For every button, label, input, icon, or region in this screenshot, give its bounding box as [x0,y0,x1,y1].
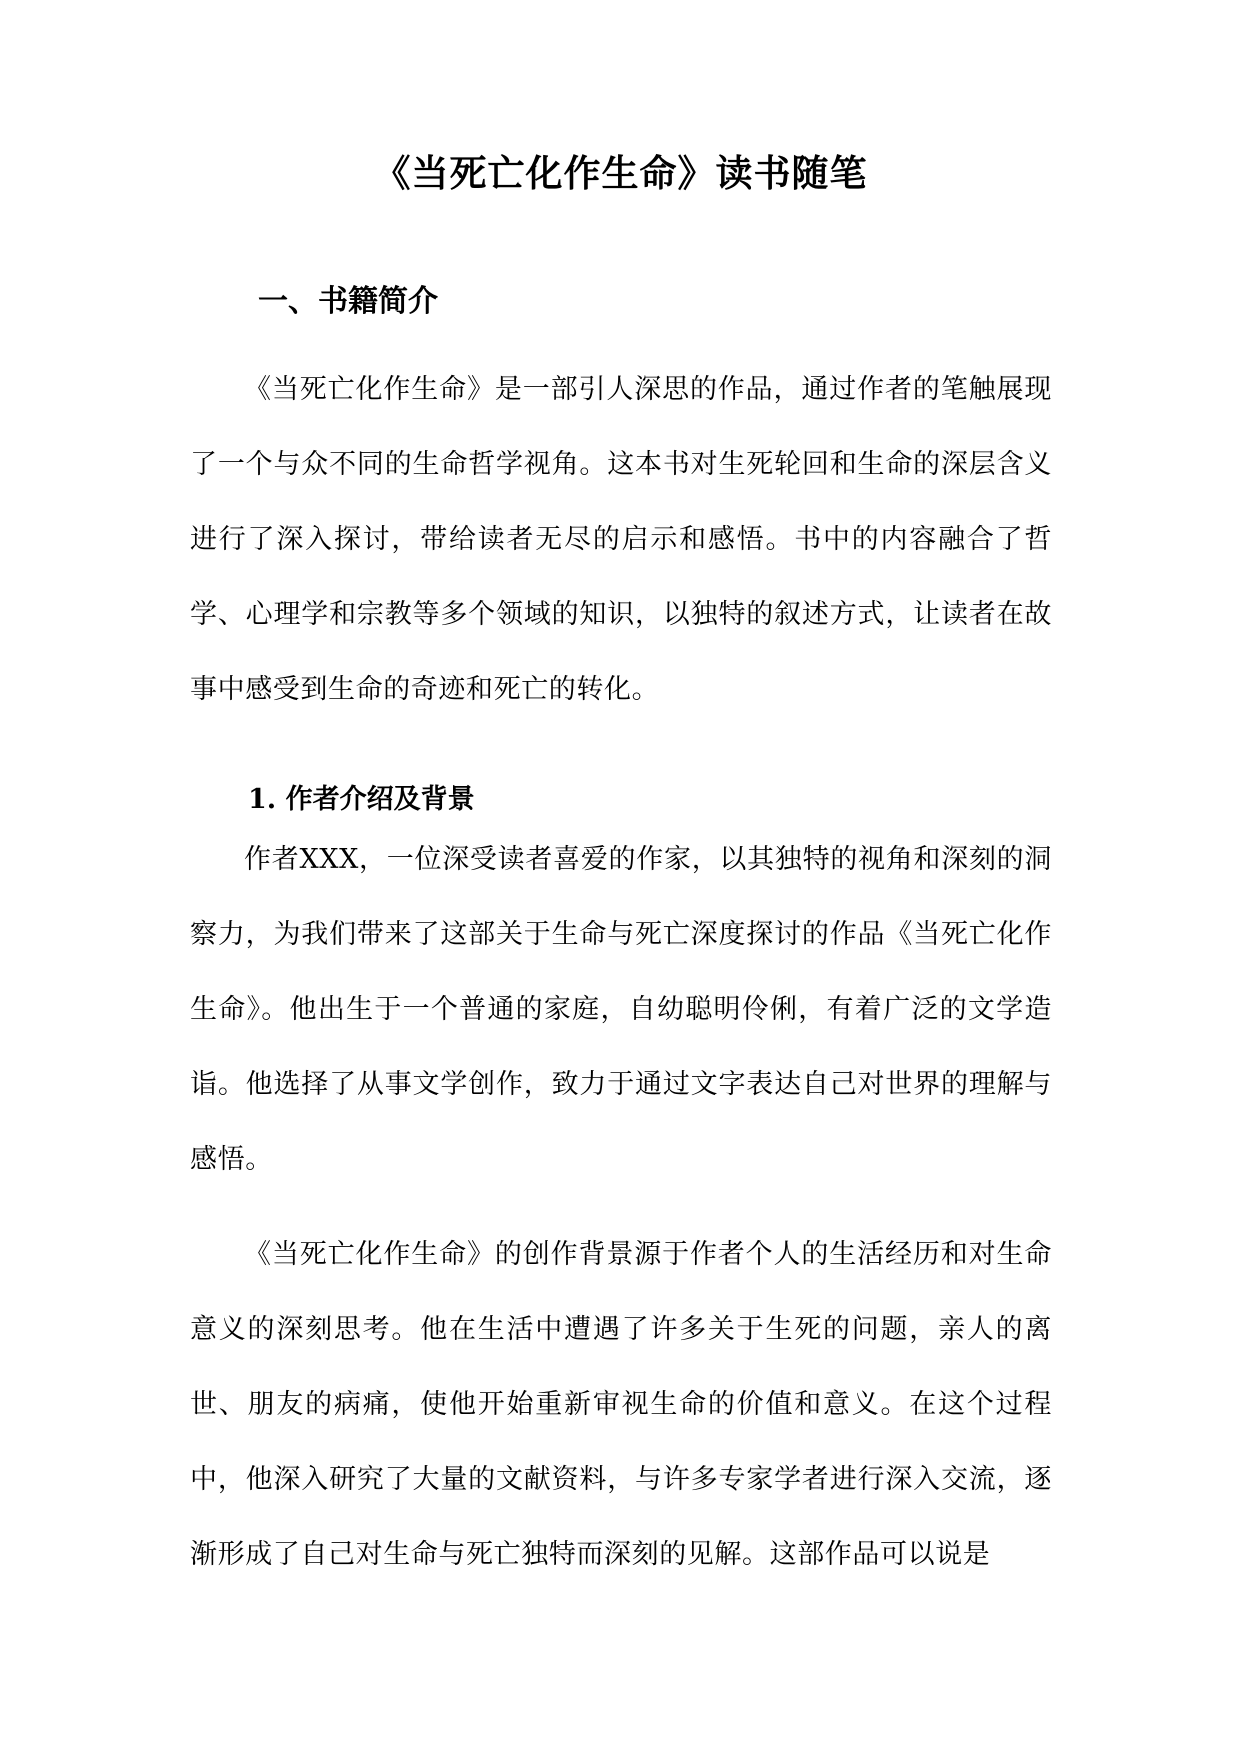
paragraph-book-intro: 《当死亡化作生命》是一部引人深思的作品，通过作者的笔触展现了一个与众不同的生命哲学视角。这本书对生死轮回和生命的深层含义进行了深入探讨，带给读者无尽的启示和感悟。书中的内容融合了哲学、心理学和宗教等多个领域的知识，以独特的叙述方式，让读者在故事中感受到生命的奇迹和死亡的转化。 [190,374,1052,705]
document-title: 《当死亡化作生命》读书随笔 [373,151,868,195]
paragraph-author-intro: 作者XXX，一位深受读者喜爱的作家，以其独特的视角和深刻的洞察力，为我们带来了这部关于生命与死亡深度探讨的作品《当死亡化作生命》。他出生于一个普通的家庭，自幼聪明伶俐，有着广泛的文学造诣。他选择了从事文学创作，致力于通过文字表达自己对世界的理解与感悟。 [190,844,1052,1175]
subsection-heading-author: 1. 作者介绍及背景 [248,784,475,815]
paragraph-creation-background: 《当死亡化作生命》的创作背景源于作者个人的生活经历和对生命意义的深刻思考。他在生活中遭遇了许多关于生死的问题，亲人的离世、朋友的病痛，使他开始重新审视生命的价值和意义。在这个过程中，他深入研究了大量的文献资料，与许多专家学者进行深入交流，逐渐形成了自己对生命与死亡独特而深刻的见解。这部作品可以说是 [190,1239,1052,1570]
section-heading-book-intro: 一、书籍简介 [258,284,438,319]
